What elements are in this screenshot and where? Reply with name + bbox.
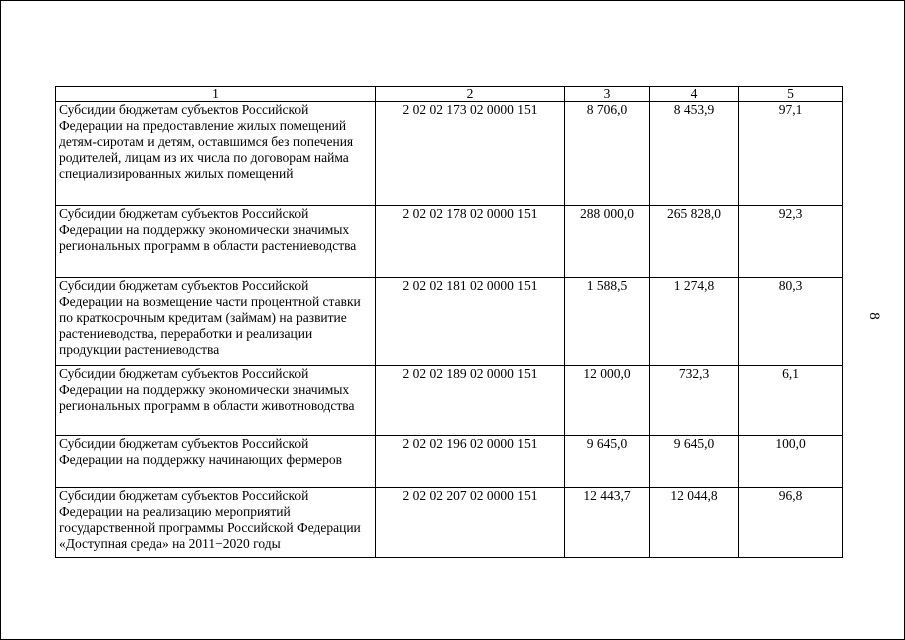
subsidy-name: Субсидии бюджетам субъектов Российской Федерации на поддержку начинающих фермеров bbox=[56, 436, 376, 488]
value-col-4: 9 645,0 bbox=[650, 436, 739, 488]
value-col-4: 265 828,0 bbox=[650, 206, 739, 278]
value-col-5: 96,8 bbox=[739, 488, 843, 558]
budget-code: 2 02 02 207 02 0000 151 bbox=[376, 488, 565, 558]
value-col-5: 100,0 bbox=[739, 436, 843, 488]
table-row bbox=[56, 436, 843, 488]
header-col-1: 1 bbox=[56, 87, 376, 102]
value-col-3: 12 000,0 bbox=[565, 366, 650, 436]
header-col-3: 3 bbox=[565, 87, 650, 102]
value-col-4: 12 044,8 bbox=[650, 488, 739, 558]
subsidy-name: Субсидии бюджетам субъектов Российской Федерации на поддержку экономически значимых региональных программ в области животноводства bbox=[56, 366, 376, 436]
header-col-2: 2 bbox=[376, 87, 565, 102]
value-col-3: 9 645,0 bbox=[565, 436, 650, 488]
table-row bbox=[56, 206, 843, 278]
value-col-3: 12 443,7 bbox=[565, 488, 650, 558]
subsidy-name: Субсидии бюджетам субъектов Российской Федерации на поддержку экономически значимых региональных программ в области растениеводства bbox=[56, 206, 376, 278]
table-row bbox=[56, 278, 843, 366]
value-col-4: 1 274,8 bbox=[650, 278, 739, 366]
value-col-5: 92,3 bbox=[739, 206, 843, 278]
header-row bbox=[56, 87, 843, 102]
value-col-4: 8 453,9 bbox=[650, 102, 739, 206]
table-row bbox=[56, 102, 843, 206]
subsidy-name: Субсидии бюджетам субъектов Российской Федерации на реализацию мероприятий государственной программы Российской Федерации «Доступная среда» на 2011−2020 годы bbox=[56, 488, 376, 558]
budget-code: 2 02 02 189 02 0000 151 bbox=[376, 366, 565, 436]
value-col-5: 80,3 bbox=[739, 278, 843, 366]
budget-code: 2 02 02 178 02 0000 151 bbox=[376, 206, 565, 278]
budget-subsidies-table bbox=[55, 86, 843, 558]
value-col-5: 97,1 bbox=[739, 102, 843, 206]
header-col-4: 4 bbox=[650, 87, 739, 102]
subsidy-name: Субсидии бюджетам субъектов Российской Федерации на возмещение части процентной ставки по краткосрочным кредитам (займам) на развитие растениеводства, переработки и реализации продукции растениеводства bbox=[56, 278, 376, 366]
value-col-3: 8 706,0 bbox=[565, 102, 650, 206]
value-col-4: 732,3 bbox=[650, 366, 739, 436]
value-col-5: 6,1 bbox=[739, 366, 843, 436]
header-col-5: 5 bbox=[739, 87, 843, 102]
subsidy-name: Субсидии бюджетам субъектов Российской Федерации на предоставление жилых помещений детям-сиротам и детям, оставшимся без попечения родителей, лицам из их числа по договорам найма специализированных жилых помещений bbox=[56, 102, 376, 206]
table-row bbox=[56, 366, 843, 436]
table-row bbox=[56, 488, 843, 558]
budget-code: 2 02 02 173 02 0000 151 bbox=[376, 102, 565, 206]
budget-code: 2 02 02 181 02 0000 151 bbox=[376, 278, 565, 366]
page-number: 8 bbox=[866, 312, 882, 320]
value-col-3: 288 000,0 bbox=[565, 206, 650, 278]
value-col-3: 1 588,5 bbox=[565, 278, 650, 366]
budget-code: 2 02 02 196 02 0000 151 bbox=[376, 436, 565, 488]
